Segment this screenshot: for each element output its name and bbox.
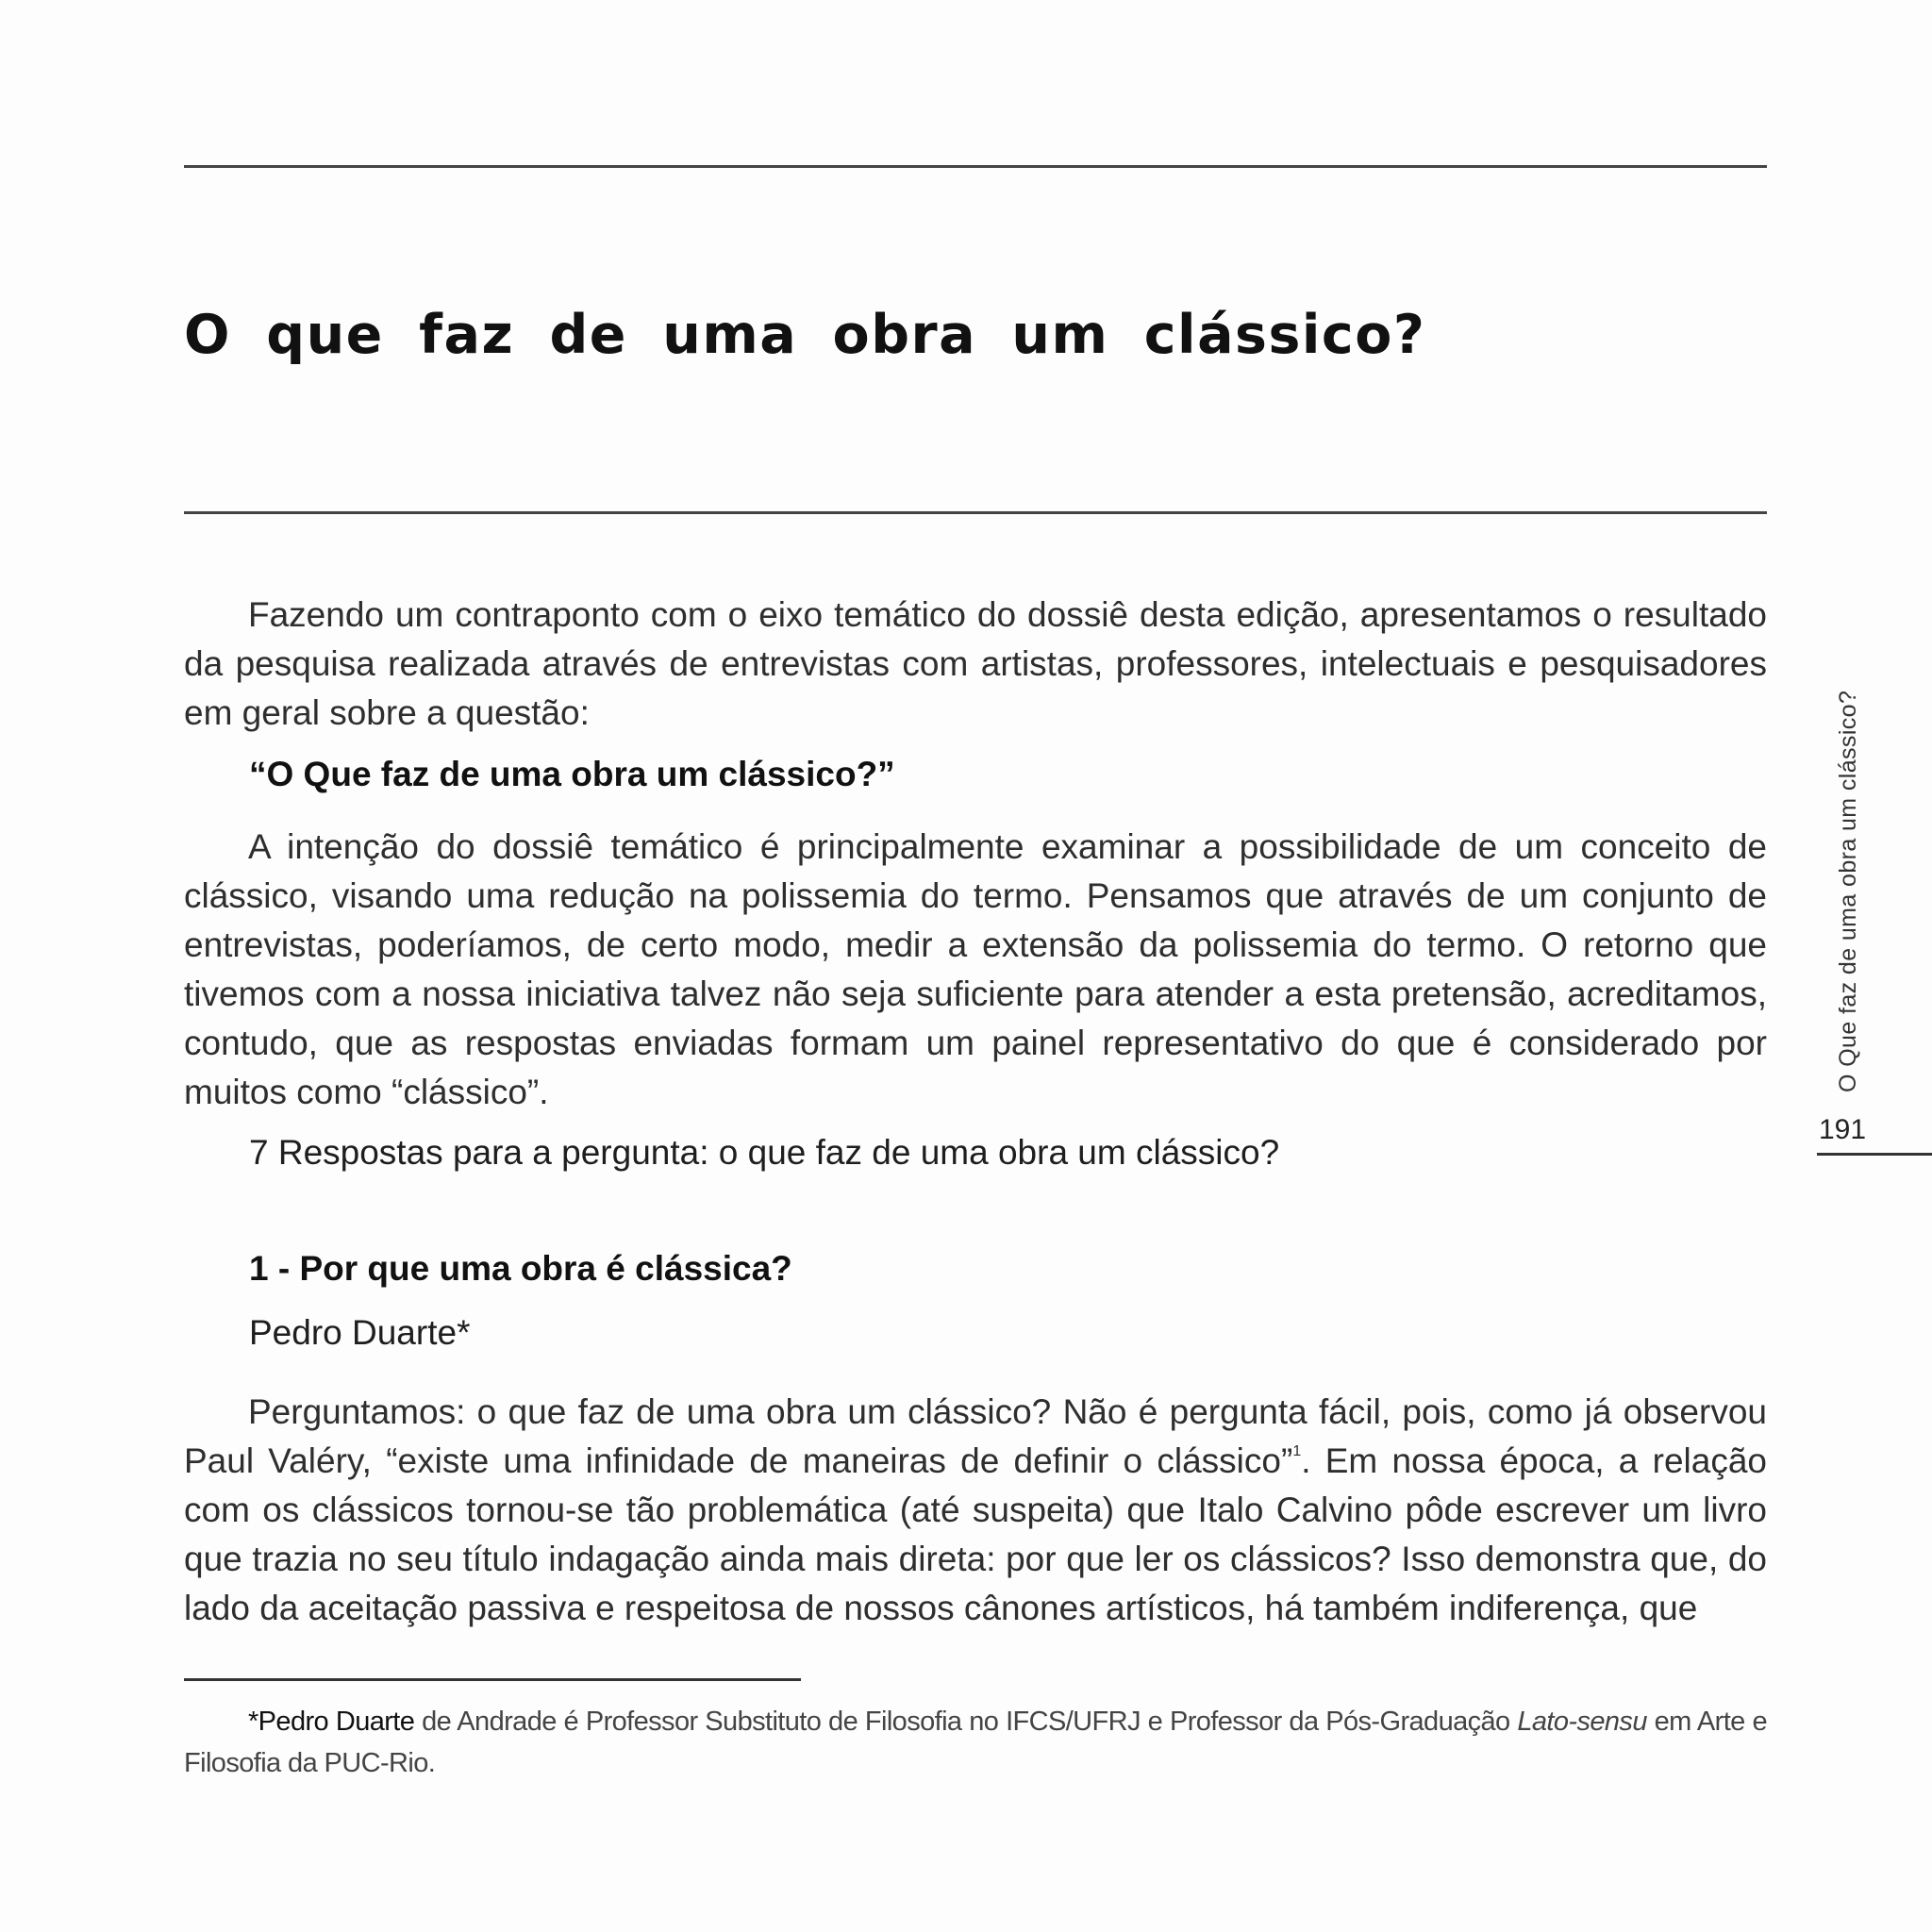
footnote-reference[interactable]: 1: [1292, 1443, 1302, 1459]
body-paragraph-part1: Perguntamos: o que faz de uma obra um clássico? Não é pergunta fácil, pois, como já observou Paul Valéry, “existe uma infinidade de maneiras de definir o clássico”: [184, 1392, 1767, 1480]
footnote-rule: [184, 1678, 801, 1681]
title-bottom-rule: [184, 511, 1767, 514]
footnote-author: *Pedro Duarte: [248, 1707, 415, 1737]
body-paragraph: [184, 1388, 1767, 1633]
page-title: O que faz de uma obra um clássico?: [184, 304, 1426, 366]
footnote: [184, 1701, 1767, 1784]
footnote-text: de Andrade é Professor Substituto de Filosofia no IFCS/UFRJ e Professor da Pós-Graduação: [414, 1707, 1518, 1737]
question-quote: “O Que faz de uma obra um clássico?”: [249, 755, 895, 793]
footnote-text-end: em Arte e Filosofia da PUC-Rio.: [184, 1707, 1767, 1778]
page-number-rule: [1817, 1153, 1932, 1156]
section-heading: 1 - Por que uma obra é clássica?: [249, 1249, 792, 1288]
footnote-italic: Lato-sensu: [1517, 1707, 1647, 1737]
page-number: 191: [1819, 1114, 1867, 1145]
body-paragraph-part2: . Em nossa época, a relação com os clássicos tornou-se tão problemática (até suspeita) que Italo Calvino pôde escrever um livro que trazia no seu título indagação ainda mais direta: por que ler os clássicos? Isso demonstra que, do lado da aceitação passiva e respeitosa de nossos cânones artísticos, há também indiferença, que: [184, 1441, 1767, 1627]
top-rule: [184, 165, 1767, 168]
intention-paragraph: A intenção do dossiê temático é principalmente examinar a possibilidade de um conceito de clássico, visando uma redução na polissemia do termo. Pensamos que através de um conjunto de entrevistas, poderíamos, de certo modo, medir a extensão da polissemia do termo. O retorno que tivemos com a nossa iniciativa talvez não seja suficiente para atender a esta pretensão, acreditamos, contudo, que as respostas enviadas formam um painel representativo do que é considerado por muitos como “clássico”.: [184, 827, 1767, 1111]
author-name: Pedro Duarte*: [249, 1313, 471, 1352]
intro-paragraph: Fazendo um contraponto com o eixo temático do dossiê desta edição, apresentamos o resultado da pesquisa realizada através de entrevistas com artistas, professores, intelectuais e pesquisadores em geral sobre a questão:: [184, 595, 1767, 732]
running-head: O Que faz de uma obra um clássico?: [1835, 690, 1861, 1092]
responses-intro: 7 Respostas para a pergunta: o que faz de uma obra um clássico?: [249, 1133, 1280, 1172]
